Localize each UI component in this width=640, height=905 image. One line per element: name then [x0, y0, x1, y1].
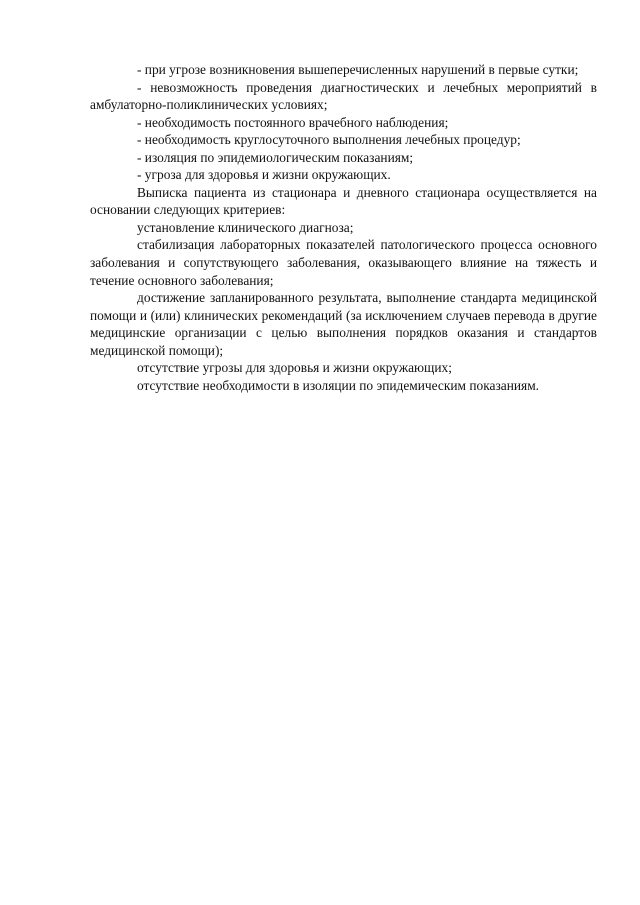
paragraph-threat-to-others: - угроза для здоровья и жизни окружающих. — [137, 167, 391, 183]
paragraph-discharge-intro: Выписка пациента из стационара и дневного стационара осуществляется на основании следующих критериев: — [90, 184, 597, 218]
paragraph-epidemiological-isolation: - изоляция по эпидемиологическим показаниям; — [137, 149, 414, 165]
paragraph-first-day-threat: - при угрозе возникновения вышеперечисленных нарушений в первые сутки; — [137, 62, 579, 77]
paragraph-round-the-clock-procedures: - необходимость круглосуточного выполнения лечебных процедур; — [137, 132, 521, 148]
paragraph-outpatient-impossibility: - невозможность проведения диагностических и лечебных мероприятий в амбулаторно-поликлинических условиях; — [90, 79, 597, 113]
paragraph-clinical-diagnosis: установление клинического диагноза; — [137, 219, 354, 235]
paragraph-planned-result: достижение запланированного результата, выполнение стандарта медицинской помощи и (или) клинических рекомендаций (за исключением случаев перевода в другие медицинские организации с целью выполнения порядков оказания и стандартов медицинской помощи); — [90, 290, 597, 358]
paragraph-lab-stabilization: стабилизация лабораторных показателей патологического процесса основного заболевания и сопутствующего заболевания, оказывающего влияние на тяжесть и течение основного заболевания; — [90, 237, 597, 288]
paragraph-no-isolation-need: отсутствие необходимости в изоляции по эпидемическим показаниям. — [137, 377, 540, 393]
paragraph-no-threat: отсутствие угрозы для здоровья и жизни окружающих; — [137, 360, 452, 376]
paragraph-constant-observation: - необходимость постоянного врачебного наблюдения; — [137, 114, 449, 130]
